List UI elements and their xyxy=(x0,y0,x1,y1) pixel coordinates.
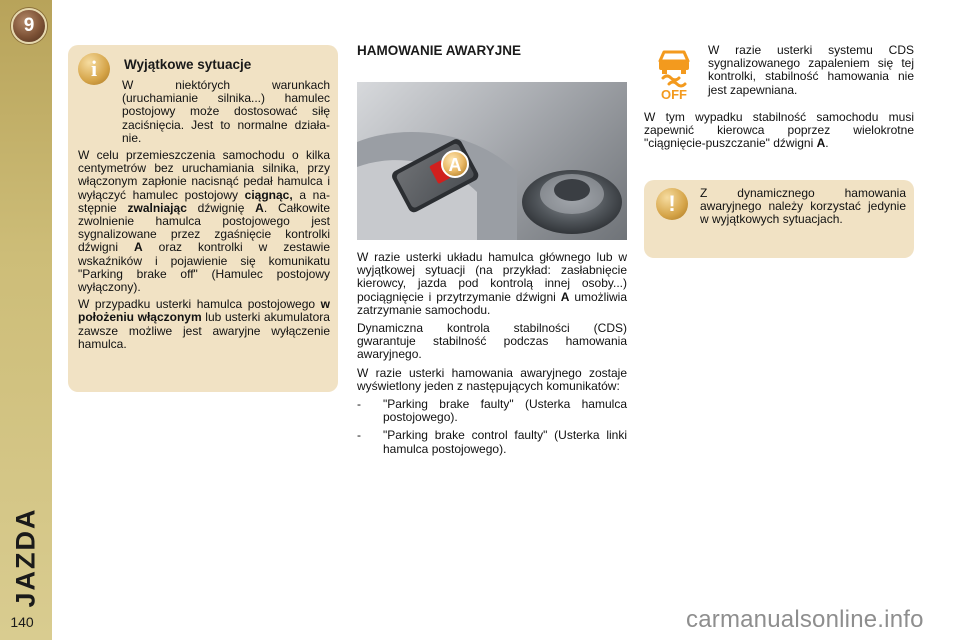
warning-note-box xyxy=(644,180,914,258)
text-run: W celu przemieszczenia samochodu o kilka centymetrów bez uruchamiania silnika, przy włączonym zapłonie nacisnąć pedał hamulca i wyłączyć hamulec postojowy xyxy=(78,148,330,202)
text-run: dźwignię xyxy=(186,200,256,215)
page-number: 140 xyxy=(10,614,34,630)
parking-brake-illustration xyxy=(357,82,627,240)
exclamation-icon: ! xyxy=(656,188,688,220)
main-paragraph-1 xyxy=(357,251,627,317)
chapter-badge-icon xyxy=(11,8,47,44)
parking-brake-photo xyxy=(357,82,627,240)
list-item xyxy=(357,429,627,455)
text-run: . Całkowite zwolnienie hamulca postojowego jest sygnalizowane przez zgaśnięcie kontrolki dźwigni xyxy=(78,200,330,255)
info-box-title: Wyjątkowe sytuacje xyxy=(124,57,252,72)
list-dash: - xyxy=(357,428,361,443)
text-run: W przypadku usterki hamulca postojowego xyxy=(78,297,321,312)
list-dash: - xyxy=(357,397,361,412)
list-item-text: "Parking brake control faulty" (Usterka linki hamulca postojowego). xyxy=(383,428,627,456)
text-run: W tym wypadku stabilność samochodu musi zapewnić kierowca poprzez wielokrotne "ciągnięcie-puszczanie" dźwigni xyxy=(644,110,914,151)
main-paragraph-3: W razie usterki hamowania awaryjnego zostaje wyświetlony jeden z następujących komunikatów: xyxy=(357,365,627,393)
text-run: lub usterki akumulatora zawsze możliwe jest awaryjne wyłączenie hamulca. xyxy=(78,310,330,351)
text-run: oraz kontrolki w zestawie wskaźników i pojawienie się komunikatu "Parking brake off" (Hamulec postojowy wyłączony). xyxy=(78,240,331,295)
off-label: OFF xyxy=(661,87,687,100)
list-item xyxy=(357,398,627,424)
info-paragraph-3 xyxy=(78,298,330,351)
warning-note-text: Z dynamicznego hamowania awaryjnego należy korzystać jedynie w wyjątkowych sytuacjach. xyxy=(700,186,906,227)
info-note-box xyxy=(68,45,338,392)
list-item-text: "Parking brake faulty" (Usterka hamulca postojowego). xyxy=(383,397,627,425)
watermark: carmanualsonline.info xyxy=(686,606,924,633)
text-run: a następnie xyxy=(78,187,330,215)
info-icon: i xyxy=(78,53,110,85)
bold-run: zwalniając xyxy=(127,200,187,215)
section-title: HAMOWANIE AWARYJNE xyxy=(357,43,522,58)
bold-run: ciągnąc, xyxy=(244,187,293,202)
text-run: . xyxy=(825,136,829,151)
cds-instruction-text xyxy=(644,111,914,151)
bold-run: A xyxy=(560,289,570,304)
cds-warning-text: W razie usterki systemu CDS sygnalizowanego zapaleniem się tej kontrolki, stabilność hamowania nie jest zapewniana. xyxy=(708,43,914,97)
bold-run: A xyxy=(134,240,143,255)
bold-run: A xyxy=(816,136,826,151)
main-text-column xyxy=(357,251,627,461)
info-box-text xyxy=(78,79,330,355)
section-label-text: JAZDA xyxy=(10,506,41,608)
section-label xyxy=(6,506,46,608)
main-paragraph-2: Dynamiczna kontrola stabilności (CDS) gwarantuje stabilność podczas hamowania awaryjnego. xyxy=(357,321,627,362)
lever-label-a: A xyxy=(448,155,462,175)
text-run: W razie usterki układu hamulca głównego lub w wyjątkowej sytuacji (na przykład: zasłabnięcie kierowcy, jazda pod kontrolą innej osoby...) pociągnięcie i przytrzymanie dźwigni xyxy=(357,250,627,304)
chapter-number: 9 xyxy=(23,15,35,36)
info-paragraph-2 xyxy=(78,149,330,294)
stability-control-off-icon xyxy=(654,48,694,100)
text-run: umożliwia zatrzymanie samochodu. xyxy=(357,289,627,317)
chapter-sidebar xyxy=(0,0,52,640)
info-paragraph-1: W niektórych warunkach (uruchamianie silnika...) hamulec postojowy może dostosować siłę zaciśnięcia. Jest to normalne działanie. xyxy=(122,78,330,145)
bold-run: A xyxy=(255,200,264,215)
bold-run: w położeniu włączonym xyxy=(78,297,330,325)
